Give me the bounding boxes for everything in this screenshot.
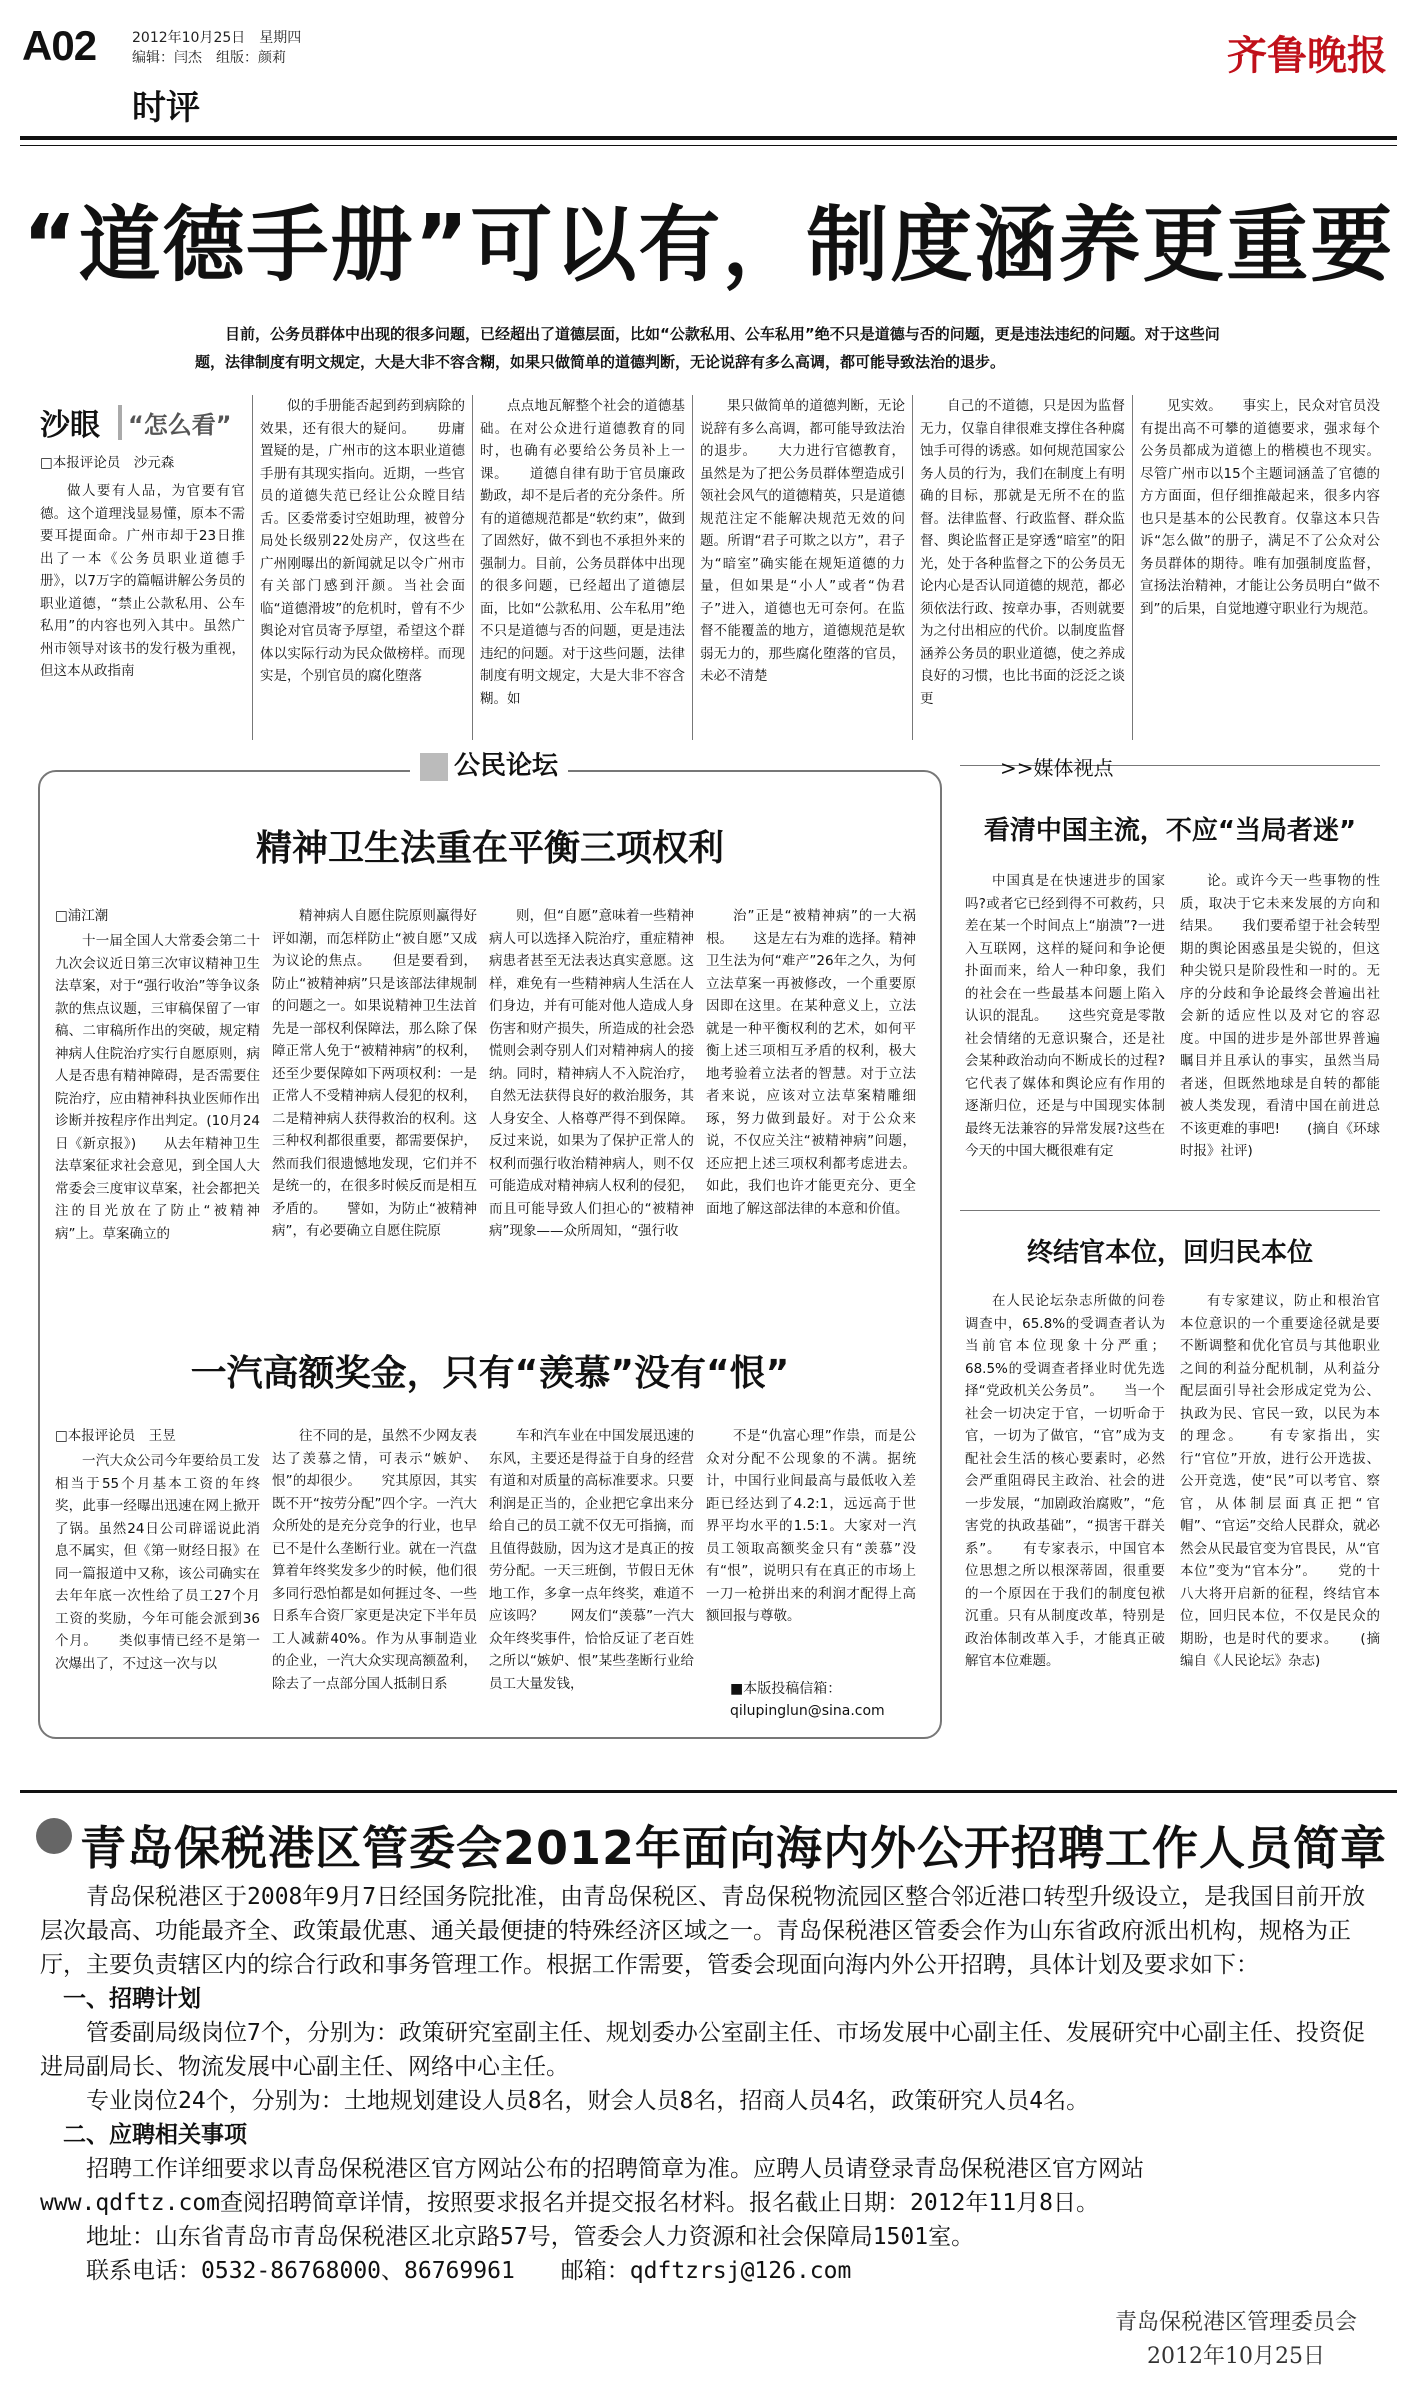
recruit-body [40, 1880, 1380, 2288]
recruit-plan-1: 管委副局级岗位7个，分别为：政策研究室副主任、规划委办公室副主任、市场发展中心副主任、发展研究中心副主任、投资促进局副局长、物流发展中心副主任、网络中心主任。 [40, 2020, 1365, 2080]
media-1-col-2 [1180, 870, 1380, 1200]
issue-meta [132, 28, 315, 68]
main-col-6-text: 见实效。 事实上，民众对官员没有提出高不可攀的道德要求，强求每个公务员都成为道德上的楷模也不现实。尽管广州市以15个主题词涵盖了官德的方方面面，但仔细推敲起来，很多内容也只是基本的公民教育。仅靠这本只告诉“怎么做”的册子，满足不了公众对公务员群体的期待。唯有加强制度监督，宣扬法治精神，才能让公务员明白“做不到”的后果，自觉地遵守职业行为规范。 [1140, 398, 1380, 617]
col-divider [252, 395, 253, 740]
media-rule [960, 1210, 1380, 1211]
forum-a2-col-3 [489, 1425, 694, 1725]
main-author-text: □本报评论员 沙元森 [40, 455, 175, 471]
main-col-1 [40, 480, 245, 740]
media-tag: >>媒体视点 [1000, 756, 1114, 780]
forum-a1-col-3 [489, 905, 694, 1330]
main-headline: “道德手册”可以有，制度涵养更重要 [22, 198, 1395, 293]
main-col-3 [480, 395, 685, 740]
forum-article-1-author-text: □浦江潮 [55, 908, 109, 924]
forum-a2-col-3-text: 车和汽车业在中国发展迅速的东风，主要还是得益于自身的经营有道和对质量的高标准要求。只要利润是正当的，企业把它拿出来分给自己的员工就不仅无可指摘，而且值得鼓励，因为这才是真正的按劳分配。一天三班倒，节假日无休地工作，多拿一点年终奖，难道不应该吗？ 网友们“羡慕”一汽大众年终奖事件，恰恰反证了老百姓之所以“嫉妒、恨”某些垄断行业给员工大量发钱， [489, 1428, 694, 1692]
main-col-4 [700, 395, 905, 740]
page-number: A02 [22, 22, 97, 69]
col-divider [1132, 395, 1133, 740]
section-title: 时评 [132, 88, 200, 128]
forum-tag [410, 745, 568, 782]
recruit-intro: 青岛保税港区于2008年9月7日经国务院批准，由青岛保税区、青岛保税物流园区整合邻近港口转型升级设立，是我国目前开放层次最高、功能最齐全、政策最优惠、通关最便捷的特殊经济区域之一。青岛保税港区管委会作为山东省政府派出机构，规格为正厅，主要负责辖区内的综合行政和事务管理工作。根据工作需要，管委会现面向海内外公开招聘，具体计划及要求如下： [40, 1884, 1366, 1978]
media-1-title: 看清中国主流，不应“当局者迷” [983, 816, 1357, 846]
forum-article-2-author [55, 1425, 260, 1447]
forum-a1-col-1 [55, 930, 260, 1330]
media-2-col-1 [965, 1290, 1165, 1760]
media-2-col-2 [1180, 1290, 1380, 1760]
recruit-req-2[interactable]: www.qdftz.com查阅招聘简章详情，按照要求报名并提交报名材料。报名截止日期：2012年11月8日。 [40, 2190, 1099, 2216]
main-col-2 [260, 395, 465, 740]
forum-a2-col-4-text: 不是“仇富心理”作祟，而是公众对分配不公现象的不满。据统计，中国行业间最高与最低收入差距已经达到了4.2:1，远远高于世界平均水平的1.5:1。大家对一汽员工领取高额奖金只有“羡慕”没有“恨”，说明只有在真正的市场上一刀一枪拼出来的利润才配得上高额回报与尊敬。 [706, 1428, 916, 1624]
forum-a1-col-4-text: 治”正是“被精神病”的一大祸根。 这是左右为难的选择。精神卫生法为何“难产”26年之久，为何立法草案一再被修改，一个重要原因即在这里。在某种意义上，立法就是一种平衡权利的艺术，如何平衡上述三项相互矛盾的权利，极大地考验着立法者的智慧。对于立法者来说，应该对立法草案精雕细琢，努力做到最好。对于公众来说，不仅应关注“被精神病”问题，还应把上述三项权利都考虑进去。如此，我们也许才能更充分、更全面地了解这部法律的本意和价值。 [706, 908, 916, 1217]
col-divider [912, 395, 913, 740]
forum-a2-col-2 [272, 1425, 477, 1725]
main-lede: 目前，公务员群体中出现的很多问题，已经超出了道德层面，比如“公款私用、公车私用”绝不只是道德与否的问题，更是违法违纪的问题。对于这些问题，法律制度有明文规定，大是大非不容含糊，如果只做简单的道德判断，无论说辞有多么高调，都可能导致法治的退步。 [195, 325, 1220, 371]
recruit-title: 青岛保税港区管委会2012年面向海内外公开招聘工作人员简章 [80, 1821, 1388, 1875]
main-col-3-text: 点点地瓦解整个社会的道德基础。在对公众进行道德教育的同时，也确有必要给公务员补上一课。 道德自律有助于官员廉政勤政，却不是后者的充分条件。所有的道德规范都是“软约束”，做到了固然好，做不到也不承担外来的强制力。目前，公务员群体中出现的很多问题，已经超出了道德层面，比如“公款私用、公车私用”绝不只是道德与否的问题，更是违法违纪的问题。对于这些问题，法律制度有明文规定，大是大非不容含糊。如 [480, 398, 685, 707]
recruit-plan-2: 专业岗位24个，分别为：土地规划建设人员8名，财会人员8名，招商人员4名，政策研究人员4名。 [86, 2088, 1090, 2114]
media-2-title: 终结官本位，回归民本位 [1026, 1238, 1313, 1268]
media-1-col-2-text: 论。或许今天一些事物的性质，取决于它未来发展的方向和结果。 我们要希望于社会转型期的舆论困惑虽是尖锐的，但这种尖锐只是阶段性和一时的。无序的分歧和争论最终会普遍出社会新的适应性以及对它的容忍度。中国的进步是外部世界普遍瞩目并且承认的事实，虽然当局者迷，但既然地球是自转的都能被人类发现，看清中国在前进总不该更难的事吧! (摘自《环球时报》社评) [1180, 873, 1380, 1159]
recruit-req-1: 招聘工作详细要求以青岛保税港区官方网站公布的招聘简章为准。应聘人员请登录青岛保税港区官方网站 [86, 2156, 1144, 2182]
forum-tag-text: 公民论坛 [454, 751, 559, 781]
forum-a2-col-1-text: 一汽大众公司今年要给员工发相当于55个月基本工资的年终奖，此事一经曝出迅速在网上掀开了锅。虽然24日公司辟谣说此消息不属实，但《第一财经日报》在同一篇报道中又称，该公司确实在去年年底一次性给了员工27个月工资的奖励，今年可能会派到36个月。 类似事情已经不是第一次爆出了，不过这一次与以 [55, 1453, 260, 1672]
recruit-signature [1115, 2306, 1357, 2374]
issue-weekday: 星期四 [259, 30, 302, 46]
recruit-heading-2: 二、应聘相关事项 [63, 2122, 247, 2148]
forum-article-2-author-text: □本报评论员 王昱 [55, 1428, 176, 1444]
submit-label: ■本版投稿信箱： [730, 1681, 842, 1697]
forum-a1-col-1-text: 十一届全国人大常委会第二十九次会议近日第三次审议精神卫生法草案，对于“强行收治”等争议条款的焦点议题，三审稿保留了一审稿、二审稿所作出的突破，规定精神病人住院治疗实行自愿原则，病人是否患有精神障碍，是否需要住院治疗，应由精神科执业医师作出诊断并按程序作出判定。(10月24日《新京报》) 从去年精神卫生法草案征求社会意见，到全国人大常委会三度审议草案，社会都把关注的目光放在了防止“被精神病”上。草案确立的 [55, 933, 260, 1242]
main-col-6 [1140, 395, 1380, 740]
column-subtitle: “怎么看” [118, 405, 232, 440]
qingdao-logo-icon [36, 1818, 72, 1854]
media-1-col-1-text: 中国真是在快速进步的国家吗?或者它已经到得不可救药，只差在某一个时间点上“崩溃”?一进入互联网，这样的疑问和争论便扑面而来，给人一种印象，我们的社会在一些最基本问题上陷入认识的混乱。 这些究竟是零散社会情绪的无意识聚合，还是社会某种政治动向不断成长的过程?它代表了媒体和舆论应有作用的逐渐归位，还是与中国现实体制最终无法兼容的异常发展?这些在今天的中国大概很难有定 [965, 873, 1165, 1159]
layout-editor: 组版：颜莉 [216, 50, 286, 66]
masthead-logo: 齐鲁晚报 [1227, 32, 1387, 79]
submit-box [730, 1678, 920, 1722]
recruit-sign-date: 2012年10月25日 [1147, 2344, 1325, 2369]
forum-logo-icon [420, 753, 448, 781]
header-rule [20, 136, 1397, 140]
main-col-5 [920, 395, 1125, 740]
forum-a2-col-4 [706, 1425, 916, 1675]
submit-email[interactable]: qilupinglun@sina.com [730, 1703, 885, 1719]
forum-a1-col-4 [706, 905, 916, 1330]
media-2-col-2-text: 有专家建议，防止和根治官本位意识的一个重要途径就是要不断调整和优化官员与其他职业之间的利益分配机制，从利益分配层面引导社会形成定党为公、执政为民、官民一致，以民为本的理念。 有专家指出，实行“官位”开放，进行公开选拔、公开竞选，使“民”可以考官、察官，从体制层面真正把“官帽”、“官运”交给人民群众，就必然会从民最官变为官畏民，从“官本位”变为“官本分”。 党的十八大将开启新的征程，终结官本位，回归民本位，不仅是民众的期盼，也是时代的要求。 (摘编自《人民论坛》杂志) [1180, 1293, 1380, 1669]
forum-a2-col-1 [55, 1450, 260, 1725]
issue-date: 2012年10月25日 [132, 30, 246, 46]
main-col-5-text: 自己的不道德，只是因为监督无力，仅靠自律很难支撑住各种腐蚀手可得的诱惑。如何规范国家公务人员的行为，我们在制度上有明确的目标，那就是无所不在的监督。法律监督、行政监督、群众监督、舆论监督正是穿透“暗室”的阳光，处于各种监督之下的公务员无论内心是否认同道德的规范，都必须依法行政、按章办事，否则就要为之付出相应的代价。以制度监督涵养公务员的职业道德，使之养成良好的习惯，也比书面的泛泛之谈更 [920, 398, 1125, 707]
recruit-address: 地址：山东省青岛市青岛保税港区北京路57号，管委会人力资源和社会保障局1501室。 [86, 2224, 975, 2250]
forum-article-1-title: 精神卫生法重在平衡三项权利 [255, 828, 724, 869]
forum-article-2-title: 一汽高额奖金，只有“羡慕”没有“恨” [190, 1353, 790, 1394]
forum-a2-col-2-text: 往不同的是，虽然不少网友表达了羡慕之情，可表示“嫉妒、恨”的却很少。 究其原因，其实既不开“按劳分配”四个字。一汽大众所处的是充分竞争的行业，也早已不是什么垄断行业。就在一汽盘算着年终奖发多少的时候，他们很多同行恐怕都是如何捱过冬、一些日系车合资厂家更是决定下半年员工人减薪40%。作为从事制造业的企业，一汽大众实现高额盈利，除去了一点部分国人抵制日系 [272, 1428, 477, 1692]
forum-a1-col-3-text: 则，但“自愿”意味着一些精神病人可以选择入院治疗，重症精神病患者甚至无法表达真实意愿。这样，难免有一些精神病人生活在人们身边，并有可能对他人造成人身伤害和财产损失，所造成的社会恐慌则会剥夺别人们对精神病人的接纳。同时，精神病人不入院治疗，自然无法获得良好的救治服务，其人身安全、人格尊严得不到保障。反过来说，如果为了保护正常人的权利而强行收治精神病人，则不仅可能造成对精神病人权利的侵犯，而且可能导致人们担心的“被精神病”现象——众所周知，“强行收 [489, 908, 694, 1239]
recruit-heading-1: 一、招聘计划 [63, 1986, 201, 2012]
col-divider [472, 395, 473, 740]
column-name: 沙眼 [40, 408, 100, 443]
main-author [40, 452, 245, 477]
col-divider [692, 395, 693, 740]
main-col-2-text: 似的手册能否起到药到病除的效果，还有很大的疑问。 毋庸置疑的是，广州市的这本职业道德手册有其现实指向。近期，一些官员的道德失范已经让公众瞠目结舌。区委常委讨空姐助理，被曾分局处长级别22处房产，仅这些在广州刚曝出的新闻就足以令广州市有关部门感到汗颜。当社会面临“道德滑坡”的危机时，曾有不少舆论对官员寄予厚望，希望这个群体以实际行动为民众做榜样。而现实是，个别官员的腐化堕落 [260, 398, 465, 684]
forum-a1-col-2-text: 精神病人自愿住院原则赢得好评如潮，而怎样防止“被自愿”又成为议论的焦点。 但是要看到，防止“被精神病”只是该部法律规制的问题之一。如果说精神卫生法首先是一部权利保障法，那么除了保障正常人免于“被精神病”的权利，还至少要保障如下两项权利：一是正常人不受精神病人侵犯的权利，二是精神病人获得救治的权利。这三种权利都很重要，都需要保护，然而我们很遗憾地发现，它们并不是统一的，在很多时候反而是相互矛盾的。 譬如，为防止“被精神病”，有必要确立自愿住院原 [272, 908, 477, 1239]
media-1-col-1 [965, 870, 1165, 1200]
recruit-sign-org: 青岛保税港区管理委员会 [1114, 2310, 1357, 2335]
editor: 编辑：闫杰 [132, 50, 202, 66]
header-rule-thin [20, 145, 1397, 146]
recruit-contact: 联系电话：0532-86768000、86769961 邮箱：qdftzrsj@126.com [86, 2258, 852, 2284]
main-col-1-text: 做人要有人品，为官要有官德。这个道理浅显易懂，原本不需要耳提面命。广州市却于23日推出了一本《公务员职业道德手册》，以7万字的篇幅讲解公务员的职业道德，“禁止公款私用、公车私用”的内容也列入其中。虽然广州市领导对该书的发行极为重视，但这本从政指南 [40, 483, 245, 679]
media-2-col-1-text: 在人民论坛杂志所做的问卷调查中，65.8%的受调查者认为当前官本位现象十分严重；68.5%的受调查者择业时优先选择“党政机关公务员”。 当一个社会一切决定于官，一切听命于官，一切为了做官，“官”成为支配社会生活的核心要素时，必然会严重阻碍民主政治、社会的进一步发展，“加剧政治腐败”，“危害党的执政基础”，“损害干群关系”。 有专家表示，中国官本位思想之所以根深蒂固，很重要的一个原因在于我们的制度包袱沉重。只有从制度改革，特别是政治体制改革入手，才能真正破解官本位难题。 [965, 1293, 1165, 1669]
forum-a1-col-2 [272, 905, 477, 1330]
main-col-4-text: 果只做简单的道德判断，无论说辞有多么高调，都可能导致法治的退步。 大力进行官德教育，虽然是为了把公务员群体塑造成引领社会风气的道德精英，只是道德规范注定不能解决规范无效的问题。所谓“君子可欺之以方”，君子为“暗室”确实能在规矩道德的力量，但如果是“小人”或者“伪君子”进入，道德也无可奈何。在监督不能覆盖的地方，道德规范是软弱无力的，那些腐化堕落的官员，未必不清楚 [700, 398, 905, 684]
forum-article-1-author [55, 905, 260, 927]
